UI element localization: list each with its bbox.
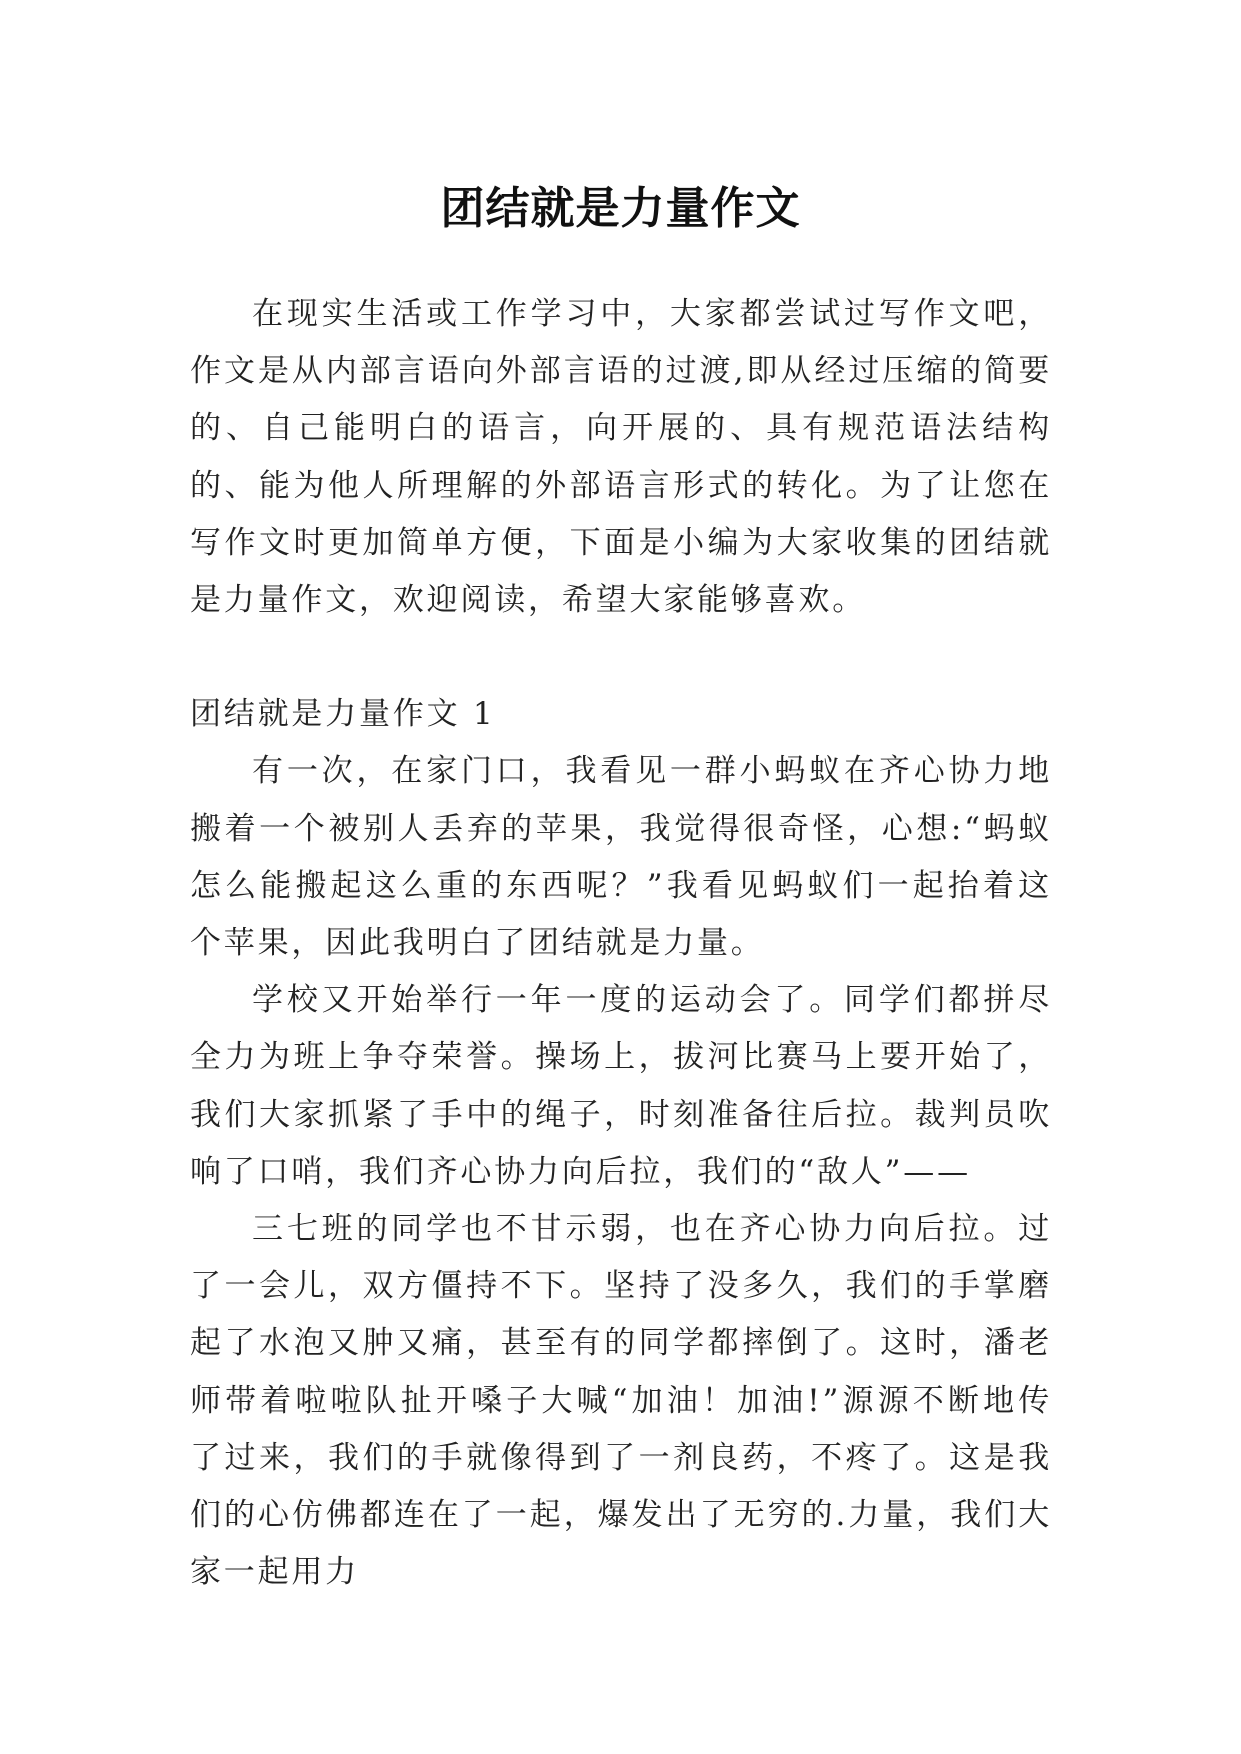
body-paragraph-2: 学校又开始举行一年一度的运动会了。同学们都拼尽全力为班上争夺荣誉。操场上，拔河比赛马上要开始了，我们大家抓紧了手中的绳子，时刻准备往后拉。裁判员吹响了口哨，我们齐心协力向后拉，我们的“敌人”—— [190,982,1052,1190]
document-title: 团结就是力量作文 [440,183,801,235]
document-body [190,286,1052,1601]
intro-paragraph: 在现实生活或工作学习中，大家都尝试过写作文吧，作文是从内部言语向外部言语的过渡,即从经过压缩的简要的、自己能明白的语言，向开展的、具有规范语法结构的、能为他人所理解的外部语言形式的转化。为了让您在写作文时更加简单方便，下面是小编为大家收集的团结就是力量作文，欢迎阅读，希望大家能够喜欢。 [190,296,1052,619]
section-heading: 团结就是力量作文 1 [190,696,496,733]
body-paragraph-1: 有一次，在家门口，我看见一群小蚂蚁在齐心协力地搬着一个被别人丢弃的苹果，我觉得很奇怪，心想:“蚂蚁怎么能搬起这么重的东西呢？”我看见蚂蚁们一起抬着这个苹果，因此我明白了团结就是力量。 [190,753,1052,962]
body-paragraph-3: 三七班的同学也不甘示弱，也在齐心协力向后拉。过了一会儿，双方僵持不下。坚持了没多久，我们的手掌磨起了水泡又肿又痛，甚至有的同学都摔倒了。这时，潘老师带着啦啦队扯开嗓子大喊“加油！加油!”源源不断地传了过来，我们的手就像得到了一剂良药，不疼了。这是我们的心仿佛都连在了一起，爆发出了无穷的.力量，我们大家一起用力 [190,1211,1052,1591]
